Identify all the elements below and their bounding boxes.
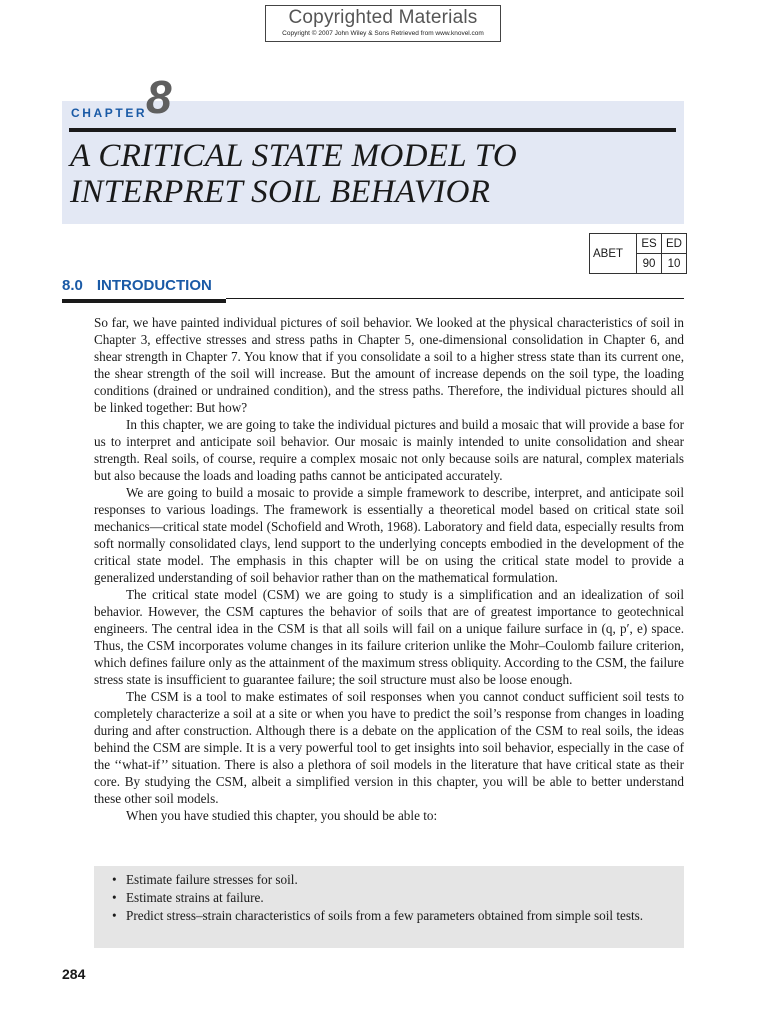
page-number: 284 [62,966,86,982]
objectives-list [112,871,676,925]
objective-item [112,907,676,925]
section-heading [62,277,212,294]
paragraph: When you have studied this chapter, you should be able to: [126,808,438,823]
watermark-subtitle: Copyright © 2007 John Wiley & Sons Retrieved from www.knovel.com [282,30,484,37]
abet-col-ed: ED [662,234,687,254]
chapter-label: CHAPTER [71,106,148,120]
abet-table [589,233,687,274]
bullet-icon: • [112,872,117,887]
abet-label: ABET [590,234,637,274]
abet-value-es: 90 [637,254,662,274]
chapter-title [70,138,670,210]
chapter-number: 8 [146,71,172,123]
bullet-icon: • [112,890,117,905]
paragraph: We are going to build a mosaic to provide a simple framework to describe, interpret, and anticipate soil responses to various loadings. The framework is essentially a theoretical model based on critical state soil mechanics—critical state model (Schofield and Wroth, 1968). Laboratory and field data, especially results from soft normally consolidated clays, lend support to the underlying concepts embodied in the development of the critical state model. The emphasis in this chapter will be on using the critical state model to provide a generalized understanding of soil behavior rather than on the mathematical formulation. [94,485,684,585]
objective-text: Estimate failure stresses for soil. [126,872,298,887]
section-number: 8.0 [62,277,83,294]
objective-item [112,871,676,889]
abet-col-es: ES [637,234,662,254]
learning-objectives-box [94,866,684,948]
chapter-title-line-1: A CRITICAL STATE MODEL TO [70,138,517,174]
section-rule-thick [62,299,226,303]
watermark-title: Copyrighted Materials [288,7,478,28]
objective-item [112,889,676,907]
copyright-watermark [265,5,501,42]
bullet-icon: • [112,908,117,923]
paragraph: So far, we have painted individual pictures of soil behavior. We looked at the physical characteristics of soil in Chapter 3, effective stresses and stress paths in Chapter 5, one-dimensional consolidation in Chapter 6, and shear strength in Chapter 7. You know that if you consolidate a soil to a higher stress state than its current one, the shear strength of the soil will increase. But the amount of increase depends on the soil type, the loading conditions (drained or undrained condition), and the stress paths. Therefore, the individual pictures should all be linked together: But how? [94,315,684,415]
objective-text: Predict stress–strain characteristics of soils from a few parameters obtained from simple soil tests. [126,908,644,923]
paragraph: The critical state model (CSM) we are going to study is a simplification and an idealization of soil behavior. However, the CSM captures the behavior of soils that are of greatest importance to geotechnical engineers. The central idea in the CSM is that all soils will fail on a unique failure surface in (q, p′, e) space. Thus, the CSM incorporates volume changes in its failure criterion unlike the Mohr–Coulomb failure criterion, which defines failure only as the attainment of the maximum stress obliquity. According to the CSM, the failure stress state is insufficient to guarantee failure; the soil structure must also be loose enough. [94,587,684,687]
section-rule-thin [226,298,684,299]
paragraph: In this chapter, we are going to take the individual pictures and build a mosaic that will provide a base for us to interpret and anticipate soil behavior. Our mosaic is mainly intended to unite consolidation and shear strength. Real soils, of course, require a complex mosaic not only because soils are natural, complex materials but also because the loads and loading paths cannot be anticipated accurately. [94,417,684,483]
objective-text: Estimate strains at failure. [126,890,264,905]
body-text [94,314,684,824]
paragraph: The CSM is a tool to make estimates of soil responses when you cannot conduct sufficient soil tests to completely characterize a soil at a site or when you have to predict the soil’s response from changes in loading during and after construction. Although there is a debate on the application of the CSM to real soils, the ideas behind the CSM are simple. It is a very powerful tool to get insights into soil behavior, especially in the case of the ‘‘what-if’’ situation. There is also a plethora of soil models in the literature that have critical state as their core. By studying the CSM, albeit a simplified version in this chapter, you will be able to better understand these other soil models. [94,689,684,806]
chapter-rule [69,128,676,132]
chapter-title-line-2: INTERPRET SOIL BEHAVIOR [70,174,491,210]
section-title: INTRODUCTION [96,277,212,294]
abet-value-ed: 10 [662,254,687,274]
